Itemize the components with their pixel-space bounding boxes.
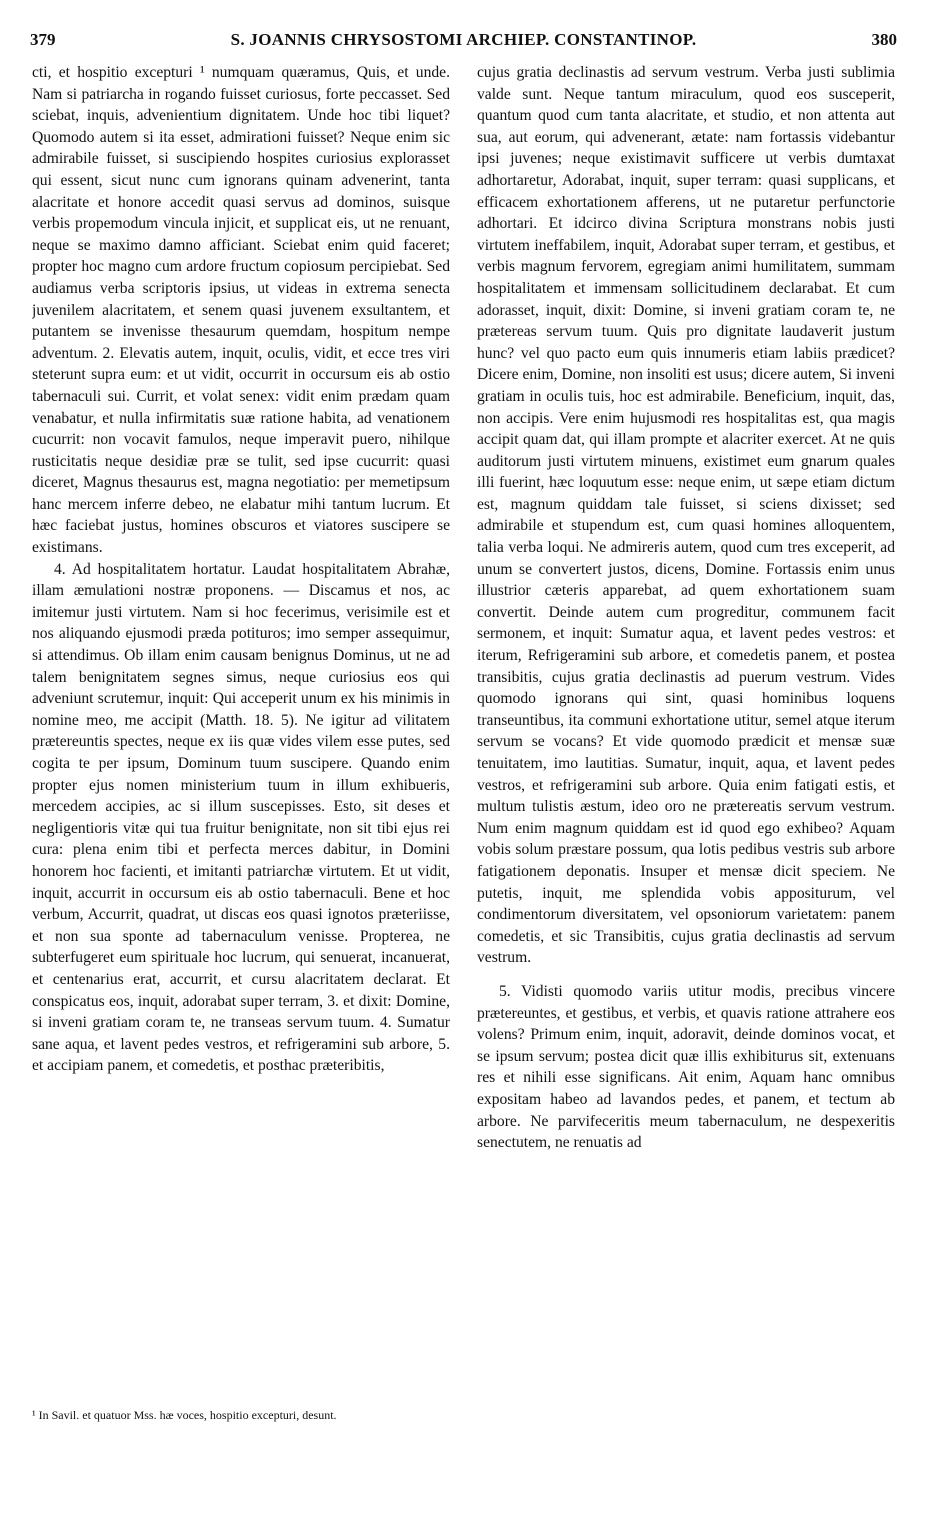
running-title: S. JOANNIS CHRYSOSTOMI ARCHIEP. CONSTANTINOP. (230, 30, 697, 49)
paragraph: 4. Ad hospitalitatem hortatur. Laudat hospitalitatem Abrahæ, illam æmulationi nostræ proponens. — Discamus et nos, ac imitemur justi virtutem. Nam si hoc fecerimus, verisimile est et nos aliquando ejusmodi præda potituros; imo semper assequimur, si attendimus. Ob illam enim causam benignus Dominus, ut ne ad talem benignitatem segnes simus, neque curiosius eos qui adveniunt scrutemur, inquit: Qui acceperit unum ex his minimis in nomine meo, me accipit (Matth. 18. 5). Ne igitur ad vilitatem prætereuntis spectes, neque ex iis quæ vides vilem esse putes, sed cogita te per ipsum, Dominum tuum suscipere. Quando enim propter ejus nomen ministerium tuum in illum exhibueris, mercedem accipies, ac si illum suscepisses. Esto, sit deses et negligentioris vitæ qui tua fruitur benignitate, non sit tibi ejus rei cura: plena enim tibi et perfecta merces dabitur, in Domini honorem hoc facienti, et imitanti patriarchæ virtutem. Et ut vidit, inquit, accurrit in occursum eis ab ostio tabernaculi. Bene et hoc verbum, Accurrit, quadrat, ut discas eos quasi ignotos præteriisse, et non sua sponte ad tabernaculum venisse. Propterea, ne subterfugeret eum spirituale hoc lucrum, qui senuerat, incanuerat, et centenarius erat, accurrit, et cursu alacritatem declarat. Et conspicatus eos, inquit, adorabat super terram, 3. et dixit: Domine, si inveni gratiam coram te, ne transeas servum tuum. 4. Sumatur sane aqua, et lavent pedes vestros, et refrigeramini sub arbore, 5. et accipiam panem, et comedetis, et posthac præteribitis, (32, 560, 450, 1075)
page-number-left: 379 (30, 30, 56, 49)
paragraph: cti, et hospitio excepturi ¹ numquam quæramus, Quis, et unde. Nam si patriarcha in rogando fuisset curiosus, forte peccasset. Sed sciebat, inquis, advenientium dignitatem. Unde hoc tibi liquet? Quomodo autem si ita esset, admirationi fuisset? Neque enim sic admirabile fuisset, si suscipiendo hospites curiosius explorasset qui essent, sicut nunc cum ignorans quinam advenerint, tanta alacritate et honore accedit quasi servus ad dominos, suisque verbis propemodum vincula injicit, et supplicat eis, ut ne renuant, neque se maximo damno afficiant. Sciebat enim quid faceret; propter hoc magno cum ardore fructum copiosum percipiebat. Sed audiamus verba scriptoris ipsius, ut videas in extrema senecta juvenilem alacritatem, et senem quasi juvenem exsultantem, et putantem se invenisse thesaurum quemdam, hospitum nempe adventum. 2. Elevatis autem, inquit, oculis, vidit, et ecce tres viri steterunt supra eum: et ut vidit, occurrit in occursum eis ab ostio tabernaculi sui. Currit, et volat senex: vidit enim prædam quam venabatur, et nulla infirmitatis suæ ratione habita, ad venationem cucurrit: non vocavit famulos, neque imperavit puero, nihilque rusticitatis neque desidiæ præ se tulit, sed ipse cucurrit: quasi diceret, Magnus thesaurus est, magna negotiatio: per memetipsum hanc mercem inferre debeo, ne elabatur mihi tantum lucrum. Et hæc faciebat justus, homines obscuros et viatores suscipere se existimans. (32, 64, 450, 557)
page-number-right: 380 (871, 30, 897, 49)
paragraph: 5. Vidisti quomodo variis utitur modis, precibus vincere prætereuntes, et gestibus, et verbis, et quavis ratione attrahere eos volens? Primum enim, inquit, adoravit, deinde dominos vocat, et se ipsum servum; postea dicit quæ illis exhibiturus sit, extenuans res et nihili esse significans. Ait enim, Aquam hanc omnibus expositam habeo ad lavandos pedes, et panem, et tectum ab arbore. Ne parvifeceritis meum tabernaculum, ne despexeritis senectutem, ne renuatis ad (477, 982, 895, 1152)
paragraph: cujus gratia declinastis ad servum vestrum. Verba justi sublimia valde sunt. Neque tantum miraculum, quod eos susceperit, quantum quod cum tanta alacritate, et studio, et non attenta aut sua, aut eorum, qui advenerant, ætate: nam fortassis videbantur ipsi juvenes; neque existimavit sufficere ut verbis dumtaxat adhortaretur, Adorabat, inquit, super terram: quasi supplicans, et efficacem exhortationem afferens, ut ne putaretur perfunctorie adhortari. Et idcirco divina Scriptura monstrans nobis justi virtutem ineffabilem, inquit, Adorabat super terram, et gestibus, et verbis magnum fervorem, egregiam animi humilitatem, summam hospitalitatem et immensam sollicitudinem declarabat. Et cum adorasset, inquit, dixit: Domine, si inveni gratiam coram te, ne prætereas servum tuum. Quis pro dignitate laudaverit justum hunc? vel quo pacto eum quis innumeris etiam labiis prædicet? Dicere enim, Domine, non insoliti est usus; dicere autem, Si inveni gratiam in oculis tuis, hoc est admirabile. Beneficium, inquit, das, non accipis. Vere enim hujusmodi res hospitalitas est, qua magis accipit quam dat, qui illam prompte et alacriter exercet. At ne quis auditorum justi virtutem minuens, existimet eum gnarum quales illi fuerint, hæc loquutum esse: neque enim, ut sæpe etiam dictum est, magnum quiddam tale fuisset, si sciens dixisset; sed admirabile et stupendum est, cum quasi homines alloquentem, talia verba loqui. Ne admireris autem, quod cum tres exceperit, ad unum se convertert justos, dicens, Domine. Fortassis enim unus illustrior cæteris apparebat, ad quem exhortationem suam convertit. Deinde autem cum progreditur, communem facit sermonem, et inquit: Sumatur aqua, et lavent pedes vestros: et iterum, Refrigeramini sub arbore, et comedetis panem, et postea transibitis, cujus gratia declinastis ad puerum vestrum. Vides quomodo ignorans qui sint, quasi hominibus loquens transeuntibus, ita communi exhortatione utitur, semel atque iterum servum se vocans? Et vide quomodo prædicit et mensæ suæ tenuitatem, imo lautitias. Sumatur, inquit, aqua, et lavent pedes vestros, et refrigeramini sub arbore. Quia enim fatigati estis, et multum tulistis æstum, ideo oro ne prætereatis servum vestrum. Num enim magnum quiddam est id quod ego exhibeo? Aquam vobis solum præstare possum, qua lotis pedibus vestris sub arbore fatigationem deponatis. Insuper et mensæ dicit speciem. Ne putetis, inquit, me splendida vobis appositurum, vel condimentorum diversitatem, vel opsoniorum varietatem: panem comedetis, et sic Transibitis, cujus gratia declinastis ad servum vestrum. (477, 64, 895, 967)
footnote: ¹ In Savil. et quatuor Mss. hæ voces, hospitio excepturi, desunt. (32, 1408, 337, 1422)
right-column (477, 62, 895, 1462)
left-column (32, 62, 450, 1462)
page-header (30, 30, 897, 60)
